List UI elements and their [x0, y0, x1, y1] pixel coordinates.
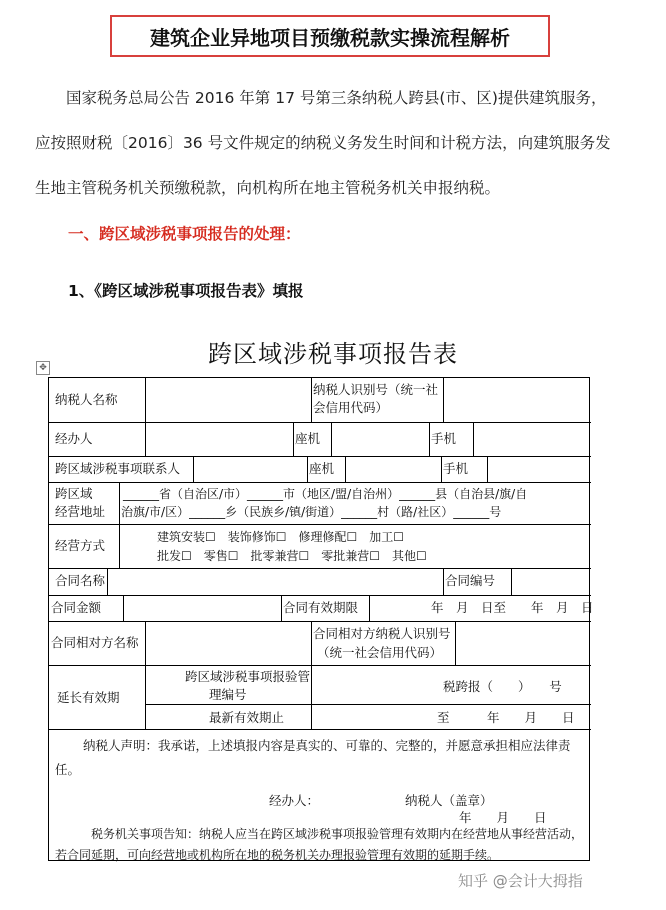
row-divider [49, 524, 591, 525]
address-label-line2: 经营地址 [55, 504, 106, 519]
col-divider [107, 568, 108, 595]
col-divider [441, 456, 442, 482]
report-no-value: 税跨报（ ） 号 [443, 679, 562, 694]
col-divider [455, 621, 456, 665]
col-divider [369, 595, 370, 621]
col-divider [511, 568, 512, 595]
handler-label: 经办人 [55, 431, 93, 446]
latest-validity-label: 最新有效期止 [209, 710, 285, 725]
address-label-line1: 跨区域 [55, 486, 93, 501]
row-divider [49, 456, 591, 457]
sign-date: 年 月 日 [459, 810, 547, 825]
contact-label: 跨区域涉税事项联系人 [55, 461, 181, 476]
taxpayer-seal-label: 纳税人（盖章） [405, 793, 493, 808]
col-divider [345, 456, 346, 482]
col-divider [119, 482, 120, 568]
taxpayer-id-label-line1: 纳税人识别号（统一社 [313, 382, 439, 397]
taxpayer-declaration: 纳税人声明：我承诺，上述填报内容是真实的、可靠的、完整的，并愿意承担相应法律责任。 [55, 738, 571, 777]
row-divider [49, 595, 591, 596]
col-divider [281, 595, 282, 621]
business-mode-options-line2: 批发☐ 零售☐ 批零兼营☐ 零批兼营☐ 其他☐ [157, 549, 427, 563]
col-divider [429, 422, 430, 456]
col-divider [311, 665, 312, 729]
taxpayer-name-label: 纳税人名称 [55, 392, 118, 407]
col-divider [311, 621, 312, 665]
address-template-line2: 治旗/市/区）______乡（民族乡/镇/街道）______村（路/社区）______号 [121, 505, 502, 519]
report-no-label-line2: 理编号 [209, 687, 247, 702]
row-divider [49, 621, 591, 622]
col-divider [331, 422, 332, 456]
tax-office-notice: 税务机关事项告知：纳税人应当在跨区域涉税事项报验管理有效期内在经营地从事经营活动，若合同延期，可向经营地或机构所在地的税务机关办理报验管理有效期的延期手续。 [55, 827, 584, 862]
business-mode-options-line1: 建筑安装☐ 装饰修饰☐ 修理修配☐ 加工☐ [157, 530, 405, 544]
counterparty-label: 合同相对方名称 [51, 635, 139, 650]
col-divider [307, 456, 308, 482]
col-divider [145, 665, 146, 729]
mobile-label: 手机 [431, 431, 457, 446]
landline-label: 座机 [295, 431, 321, 446]
col-divider [487, 456, 488, 482]
col-divider [311, 378, 312, 422]
col-divider [193, 456, 194, 482]
row-divider [49, 422, 591, 423]
contract-period-label: 合同有效期限 [283, 600, 359, 615]
form-title: 跨区域涉税事项报告表 [208, 340, 458, 368]
mobile-label: 手机 [443, 461, 469, 476]
contract-no-label: 合同编号 [445, 573, 496, 588]
col-divider [443, 378, 444, 422]
counterparty-id-label-line2: （统一社会信用代码） [317, 645, 443, 660]
article-title: 建筑企业异地项目预缴税款实操流程解析 [110, 15, 550, 57]
contract-amount-label: 合同金额 [51, 600, 102, 615]
table-move-handle-icon[interactable]: ✥ [36, 361, 50, 375]
latest-validity-value: 至 年 月 日 [437, 710, 575, 725]
business-mode-label: 经营方式 [55, 538, 106, 553]
intro-paragraph: 国家税务总局公告 2016 年第 17 号第三条纳税人跨县(市、区)提供建筑服务，应按照财税〔2016〕36 号文件规定的纳税义务发生时间和计税方法，向建筑服务发生地主管税务机关预缴税款，向机构所在地主管税务机关申报纳税。 [35, 89, 611, 197]
taxpayer-id-label-line2: 会信用代码） [313, 400, 389, 415]
col-divider [145, 378, 146, 456]
col-divider [123, 595, 124, 621]
report-no-label-line1: 跨区域涉税事项报验管 [185, 669, 311, 684]
extension-label: 延长有效期 [57, 690, 120, 705]
counterparty-id-label-line1: 合同相对方纳税人识别号 [313, 626, 451, 641]
col-divider [473, 422, 474, 456]
row-divider [49, 665, 591, 666]
contract-name-label: 合同名称 [55, 573, 106, 588]
col-divider [293, 422, 294, 456]
handler-sign-label: 经办人： [269, 793, 320, 808]
section-heading: 一、跨区域涉税事项报告的处理： [68, 225, 301, 243]
contract-period-value: 年 月 日至 年 月 日 [431, 600, 594, 615]
report-form-table [48, 377, 594, 862]
col-divider [145, 621, 146, 665]
row-divider [145, 704, 591, 705]
subsection-heading: 1、《跨区域涉税事项报告表》填报 [68, 282, 304, 300]
watermark-text: 知乎 @会计大拇指 [458, 872, 583, 890]
row-divider [49, 482, 591, 483]
landline-label: 座机 [309, 461, 335, 476]
address-template-line1: ______省（自治区/市）______市（地区/盟/自治州）______县（自治县/旗/自 [123, 487, 528, 501]
row-divider [49, 568, 591, 569]
row-divider [49, 729, 591, 730]
col-divider [443, 568, 444, 595]
